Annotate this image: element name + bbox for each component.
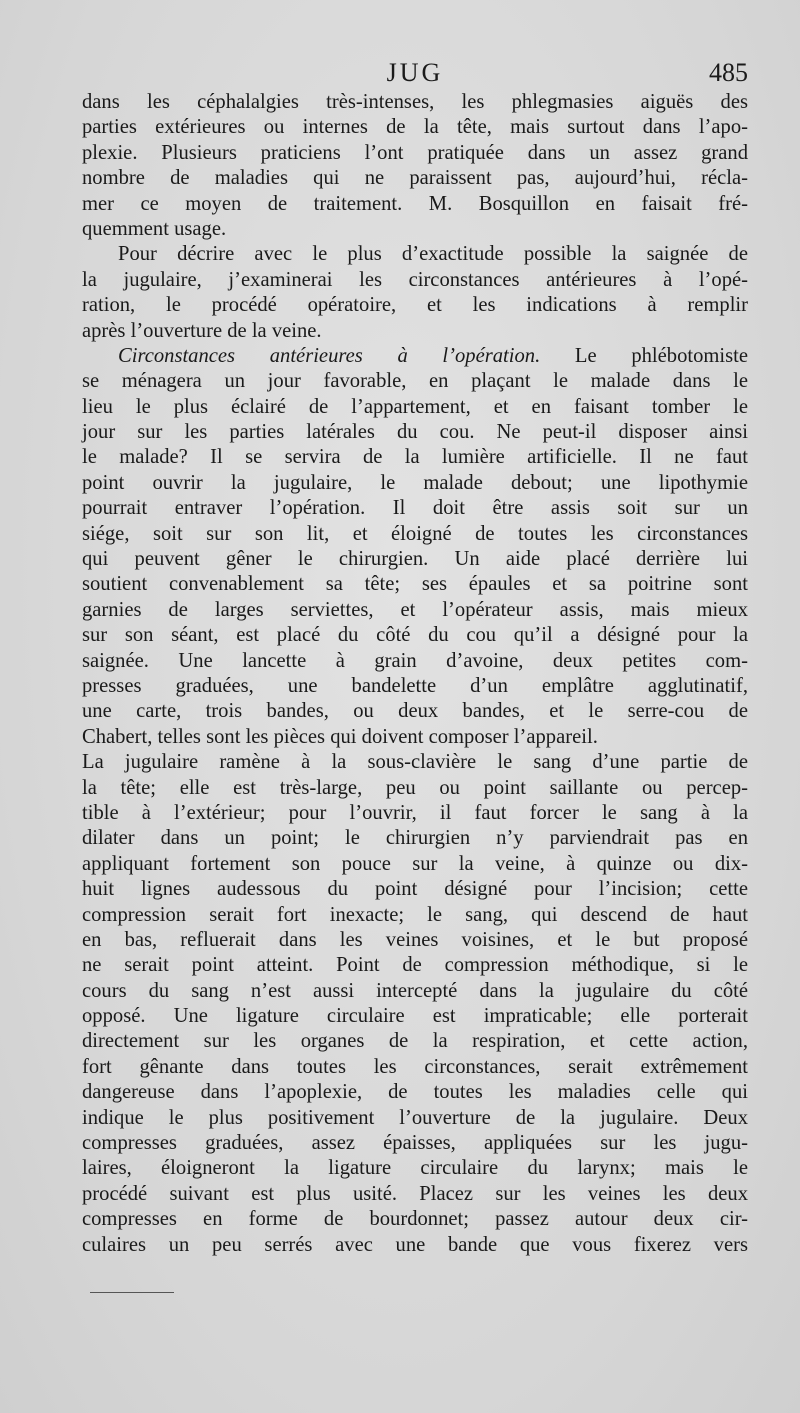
text-line: procédé suivant est plus usité. Placez sur les veines les deux (82, 1182, 748, 1205)
running-head-title: JUG (386, 58, 444, 87)
text-line: appliquant fortement son pouce sur la veine, à quinze ou dix- (82, 852, 748, 875)
text-line: ration, le procédé opératoire, et les indications à remplir (82, 294, 748, 317)
text-line: pourrait entraver l’opération. Il doit être assis soit sur un (82, 497, 748, 520)
text-line: quemment usage. (82, 217, 227, 240)
text-line: cours du sang n’est aussi intercepté dans la jugulaire du côté (82, 979, 748, 1002)
text-line: Pour décrire avec le plus d’exactitude possible la saignée de (118, 243, 748, 266)
section-heading: Circonstances antérieures à l’opération. (118, 344, 541, 367)
text-line: tible à l’extérieur; pour l’ouvrir, il faut forcer le sang à la (82, 801, 748, 824)
text-line: plexie. Plusieurs praticiens l’ont pratiquée dans un assez grand (82, 141, 748, 164)
text-line: après l’ouverture de la veine. (82, 319, 322, 342)
text-line: culaires un peu serrés avec une bande que vous fixerez vers (82, 1233, 748, 1256)
text-line: Chabert, telles sont les pièces qui doivent composer l’appareil. (82, 725, 598, 748)
text-line: se ménagera un jour favorable, en plaçant le malade dans le (82, 370, 748, 393)
text-line: parties extérieures ou internes de la tête, mais surtout dans l’apo- (82, 116, 748, 139)
section-heading-line (82, 344, 748, 369)
page-number: 485 (709, 58, 748, 87)
text-line: dangereuse dans l’apoplexie, de toutes les maladies celle qui (82, 1081, 748, 1104)
text-line: nombre de maladies qui ne paraissent pas, aujourd’hui, récla- (82, 167, 748, 190)
text-line: directement sur les organes de la respiration, et cette action, (82, 1030, 748, 1053)
text-line: huit lignes audessous du point désigné pour l’incision; cette (82, 878, 748, 901)
text-line: mer ce moyen de traitement. M. Bosquillon en faisait fré- (82, 192, 748, 215)
text-line: fort gênante dans toutes les circonstances, serait extrêmement (82, 1055, 748, 1078)
text-line: dans les céphalalgies très-intenses, les phlegmasies aiguës des (82, 91, 748, 113)
text-line: compression serait fort inexacte; le sang, qui descend de haut (82, 903, 748, 926)
text-line: presses graduées, une bandelette d’un emplâtre agglutinatif, (82, 674, 748, 697)
text-line: opposé. Une ligature circulaire est impraticable; elle porterait (82, 1005, 748, 1028)
text-line: la tête; elle est très-large, peu ou point saillante ou percep- (82, 776, 748, 799)
text-line: compresses graduées, assez épaisses, appliquées sur les jugu- (82, 1132, 748, 1155)
text-line: siége, soit sur son lit, et éloigné de toutes les circonstances (82, 522, 748, 545)
text-line: compresses en forme de bourdonnet; passez autour deux cir- (82, 1208, 748, 1231)
text-line: point ouvrir la jugulaire, le malade debout; une lipothymie (82, 471, 748, 494)
text-line: le malade? Il se servira de la lumière artificielle. Il ne faut (82, 446, 748, 469)
text-line: dilater dans un point; le chirurgien n’y parviendrait pas en (82, 827, 748, 850)
text-line: laires, éloigneront la ligature circulaire du larynx; mais le (82, 1157, 748, 1180)
text-line: jour sur les parties latérales du cou. Ne peut-il disposer ainsi (82, 421, 748, 444)
text-line: qui peuvent gêner le chirurgien. Un aide placé derrière lui (82, 548, 748, 571)
text-line: lieu le plus éclairé de l’appartement, et en faisant tomber le (82, 395, 748, 418)
text-line: la jugulaire, j’examinerai les circonstances antérieures à l’opé- (82, 268, 748, 291)
text-line: soutient convenablement sa tête; ses épaules et sa poitrine sont (82, 573, 748, 596)
text-line: ne serait point atteint. Point de compression méthodique, si le (82, 954, 748, 977)
text-line: indique le plus positivement l’ouverture de la jugulaire. Deux (82, 1106, 748, 1129)
text-fragment: Le phlébotomiste (574, 344, 748, 367)
footer-rule (90, 1292, 174, 1293)
text-line: une carte, trois bandes, ou deux bandes, et le serre-cou de (82, 700, 748, 723)
text-line: La jugulaire ramène à la sous-clavière le sang d’une partie de (82, 751, 748, 774)
text-line: garnies de larges serviettes, et l’opérateur assis, mais mieux (82, 598, 748, 621)
text-line: en bas, refluerait dans les veines voisines, et le but proposé (82, 928, 748, 951)
running-head (82, 58, 748, 94)
text-line: sur son séant, est placé du côté du cou qu’il a désigné pour la (82, 624, 748, 647)
text-line: saignée. Une lancette à grain d’avoine, deux petites com- (82, 649, 748, 672)
body-text (82, 90, 748, 1258)
